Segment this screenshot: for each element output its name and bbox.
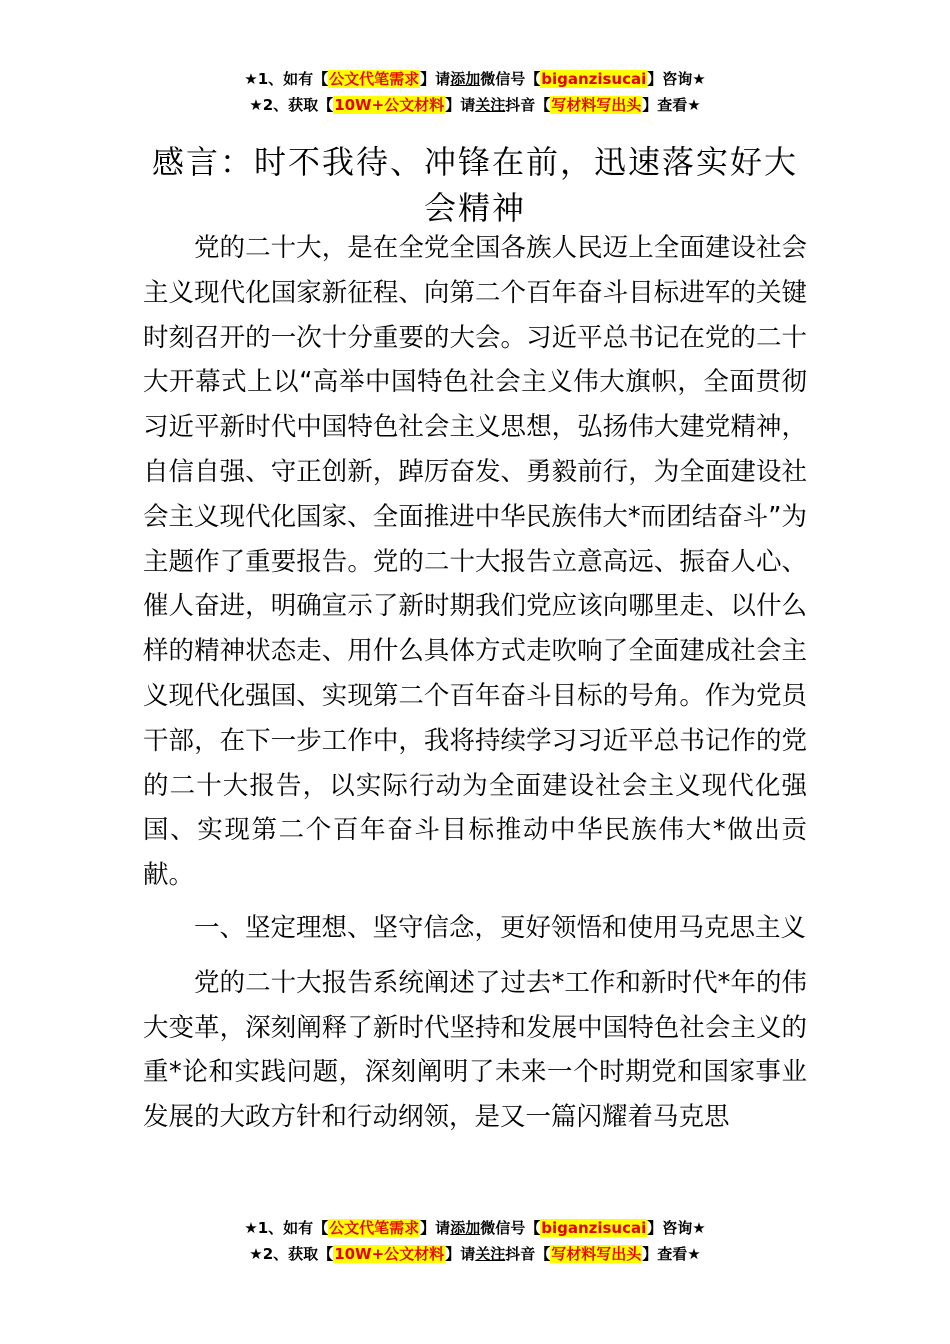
banner-highlight: 10W+公文材料	[334, 96, 445, 114]
banner-text: ★1、如有【	[244, 1219, 329, 1237]
banner-underline: 关注	[475, 1245, 506, 1263]
banner-text: 】请	[420, 1219, 451, 1237]
document-title: 感言：时不我待、冲锋在前，迅速落实好大会精神	[151, 143, 798, 228]
banner-text: 微信号【	[480, 1219, 541, 1237]
banner-line-1	[0, 1215, 950, 1241]
banner-text: 微信号【	[480, 70, 541, 88]
banner-text: 】咨询★	[647, 1219, 706, 1237]
banner-highlight: 公文代笔需求	[329, 70, 420, 88]
banner-wechat-id: biganzisucai	[541, 70, 647, 88]
footer-banner	[0, 1215, 950, 1267]
banner-text: 】请	[420, 70, 451, 88]
banner-text: 】请	[445, 96, 476, 114]
header-banner	[0, 66, 950, 118]
banner-text: 】查看★	[642, 1245, 701, 1263]
banner-text: ★1、如有【	[244, 70, 329, 88]
banner-highlight: 10W+公文材料	[334, 1245, 445, 1263]
document-body	[143, 226, 807, 1140]
banner-underline: 添加	[450, 70, 481, 88]
banner-text: ★2、获取【	[249, 1245, 334, 1263]
banner-text: 】请	[445, 1245, 476, 1263]
banner-text: ★2、获取【	[249, 96, 334, 114]
banner-text: 】查看★	[642, 96, 701, 114]
banner-underline: 添加	[450, 1219, 481, 1237]
paragraph-section-1: 党的二十大报告系统阐述了过去*工作和新时代*年的伟大变革，深刻阐释了新时代坚持和发展中国特色社会主义的重*论和实践问题，深刻阐明了未来一个时期党和国家事业发展的大政方针和行动纲领，是又一篇闪耀着马克思	[143, 967, 807, 1133]
banner-text: 抖音【	[505, 96, 551, 114]
paragraph-intro: 党的二十大，是在全党全国各族人民迈上全面建设社会主义现代化国家新征程、向第二个百年奋斗目标进军的关键时刻召开的一次十分重要的大会。习近平总书记在党的二十大开幕式上以“高举中国特色社会主义伟大旗帜，全面贯彻习近平新时代中国特色社会主义思想，弘扬伟大建党精神，自信自强、守正创新，踔厉奋发、勇毅前行，为全面建设社会主义现代化国家、全面推进中华民族伟大*而团结奋斗”为主题作了重要报告。党的二十大报告立意高远、振奋人心、催人奋进，明确宣示了新时期我们党应该向哪里走、以什么样的精神状态走、用什么具体方式走吹响了全面建成社会主义现代化强国、实现第二个百年奋斗目标的号角。作为党员干部，在下一步工作中，我将持续学习习近平总书记作的党的二十大报告，以实际行动为全面建设社会主义现代化强国、实现第二个百年奋斗目标推动中华民族伟大*做出贡献。	[143, 233, 807, 891]
banner-text: 】咨询★	[647, 70, 706, 88]
banner-wechat-id: biganzisucai	[541, 1219, 647, 1237]
banner-line-2	[0, 92, 950, 118]
banner-highlight: 公文代笔需求	[329, 1219, 420, 1237]
banner-line-2	[0, 1241, 950, 1267]
section-heading-1: 一、坚定理想、坚守信念，更好领悟和使用马克思主义	[194, 912, 807, 943]
banner-text: 抖音【	[505, 1245, 551, 1263]
banner-douyin-name: 写材料写出头	[551, 96, 642, 114]
banner-line-1	[0, 66, 950, 92]
banner-douyin-name: 写材料写出头	[551, 1245, 642, 1263]
banner-underline: 关注	[475, 96, 506, 114]
